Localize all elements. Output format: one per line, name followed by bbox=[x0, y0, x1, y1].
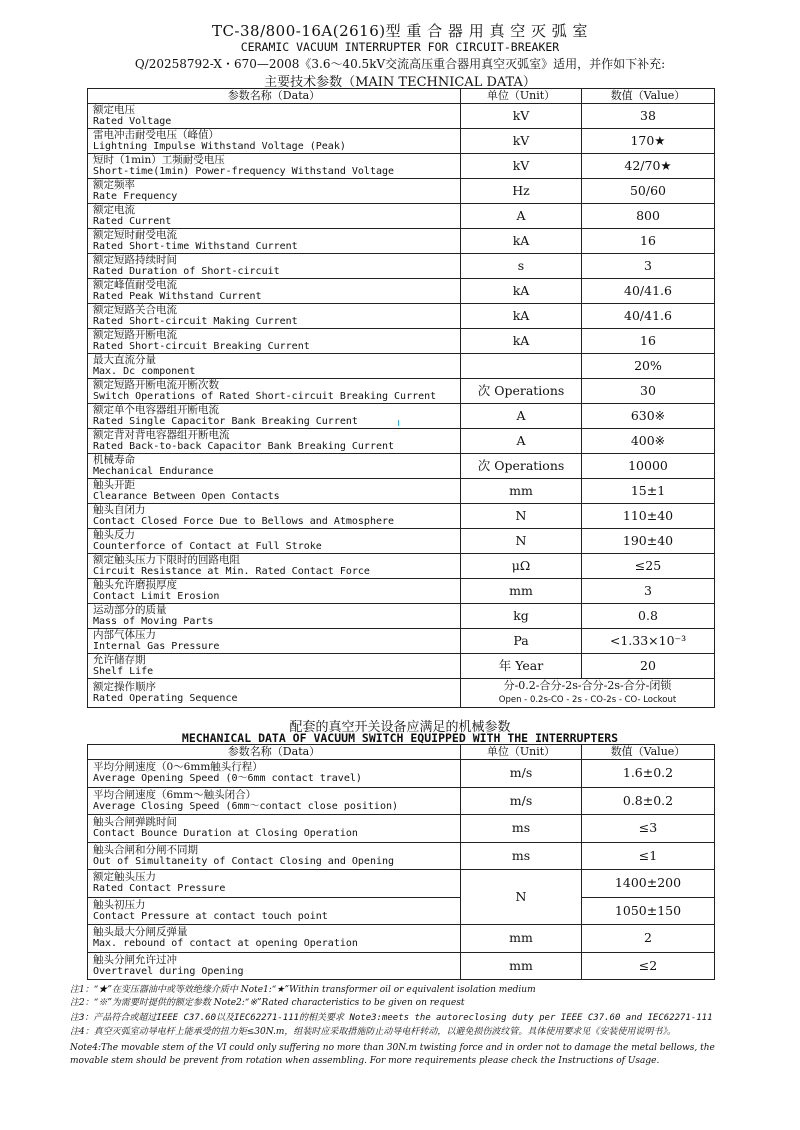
unit-cell: N bbox=[461, 504, 582, 529]
unit-cell: 年 Year bbox=[461, 654, 582, 679]
param-name-cell bbox=[88, 329, 461, 354]
param-name-cell bbox=[88, 229, 461, 254]
table-row bbox=[88, 870, 715, 898]
param-name-cn: 触头分闸允许过冲 bbox=[93, 953, 177, 966]
param-name-en: Rated Current bbox=[93, 216, 172, 227]
param-name-cn: 额定电流 bbox=[93, 204, 135, 216]
param-name-en: Rated Short-time Withstand Current bbox=[93, 241, 298, 252]
value-cell: 50/60 bbox=[582, 179, 715, 204]
param-name-cn: 雷电冲击耐受电压（峰值） bbox=[93, 129, 219, 141]
note-4-en: Note4:The movable stem of the VI could only suffering no more than 30N.m twisting force and in order not to damage the metal bellows, the movable stem should be prevent from rotation when assembling. For more requirements please check the Instructions of Usage. bbox=[70, 1043, 715, 1066]
param-name-en: Rated Short-circuit Breaking Current bbox=[93, 341, 310, 352]
param-name-en: Contact Bounce Duration at Closing Operation bbox=[93, 828, 358, 840]
param-name-cell bbox=[88, 204, 461, 229]
param-name-cn: 额定短路持续时间 bbox=[93, 254, 177, 266]
unit-cell: kV bbox=[461, 154, 582, 179]
table-row bbox=[88, 842, 715, 870]
unit-cell: mm bbox=[461, 479, 582, 504]
value-cell: 190±40 bbox=[582, 529, 715, 554]
unit-cell: kV bbox=[461, 129, 582, 154]
document-subtitle: CERAMIC VACUUM INTERRUPTER FOR CIRCUIT-BREAKER bbox=[240, 40, 560, 54]
value-cell: 630※ bbox=[582, 404, 715, 429]
table-row bbox=[88, 815, 715, 843]
unit-cell: N bbox=[461, 870, 582, 925]
table-row bbox=[88, 629, 715, 654]
param-name-cn: 触头初压力 bbox=[93, 898, 146, 911]
sequence-en: Open - 0.2s-CO - 2s - CO-2s - CO- Lockout bbox=[498, 695, 677, 705]
param-name-cn: 触头反力 bbox=[93, 529, 135, 541]
value-cell: 40/41.6 bbox=[582, 304, 715, 329]
param-name-cn: 最大直流分量 bbox=[93, 354, 156, 366]
value-cell: 110±40 bbox=[582, 504, 715, 529]
note-4-cn: 注4：真空灭弧室动导电杆上能承受的扭力矩≤30N.m，组装时应采取措施防止动导电杆转动，以避免损伤波纹管。具体使用要求见《安装使用说明书》。 bbox=[70, 1027, 676, 1037]
table-row bbox=[88, 760, 715, 788]
param-name-cell bbox=[88, 654, 461, 679]
table-row bbox=[88, 179, 715, 204]
param-name-cn: 平均合闸速度（6mm～触头闭合） bbox=[93, 788, 257, 801]
param-name-en: Rated Back-to-back Capacitor Bank Breaking Current bbox=[93, 441, 395, 452]
param-name-en: Contact Pressure at contact touch point bbox=[93, 910, 328, 922]
header-value: 数值（Value） bbox=[582, 89, 715, 104]
unit-cell: A bbox=[461, 404, 582, 429]
param-name-cell bbox=[88, 254, 461, 279]
table-row bbox=[88, 354, 715, 379]
param-name-cell bbox=[88, 104, 461, 129]
param-name-cell bbox=[88, 304, 461, 329]
param-name-en: Max. Dc component bbox=[93, 366, 196, 377]
value-cell: ≤25 bbox=[582, 554, 715, 579]
value-cell: 3 bbox=[582, 579, 715, 604]
param-name-cell bbox=[88, 870, 461, 898]
mechanical-data-table bbox=[87, 744, 715, 980]
unit-cell: kV bbox=[461, 104, 582, 129]
param-name-cell bbox=[88, 679, 461, 708]
table-row bbox=[88, 304, 715, 329]
param-name-cell bbox=[88, 454, 461, 479]
param-name-en: Contact Closed Force Due to Bellows and Atmosphere bbox=[93, 516, 395, 527]
unit-cell: mm bbox=[461, 579, 582, 604]
table-row bbox=[88, 429, 715, 454]
main-technical-data-table bbox=[87, 88, 715, 708]
table-row bbox=[88, 279, 715, 304]
param-name-cell bbox=[88, 279, 461, 304]
param-name-cell bbox=[88, 354, 461, 379]
unit-cell: kA bbox=[461, 279, 582, 304]
table-header-row bbox=[88, 745, 715, 760]
param-name-cell bbox=[88, 529, 461, 554]
note-1: 注1：“★”在变压器油中或等效绝缘介质中 Note1:“★”Within transformer oil or equivalent isolation medium bbox=[70, 985, 536, 995]
unit-cell: 次 Operations bbox=[461, 454, 582, 479]
param-name-cell bbox=[88, 952, 461, 980]
param-name-en: Short-time(1min) Power-frequency Withstand Voltage bbox=[93, 166, 395, 177]
value-cell: 800 bbox=[582, 204, 715, 229]
param-name-en: Average Closing Speed (6mm～contact close position) bbox=[93, 800, 399, 812]
param-name-en: Rated Short-circuit Making Current bbox=[93, 316, 298, 327]
param-name-cn: 触头开距 bbox=[93, 479, 135, 491]
param-name-cn: 运动部分的质量 bbox=[93, 604, 167, 616]
unit-cell bbox=[461, 354, 582, 379]
param-name-cn: 允许储存期 bbox=[93, 654, 146, 666]
table-row-operating-sequence bbox=[88, 679, 715, 708]
param-name-cn: 额定短路开断电流 bbox=[93, 329, 177, 341]
unit-cell: μΩ bbox=[461, 554, 582, 579]
value-cell: 20 bbox=[582, 654, 715, 679]
value-cell: 16 bbox=[582, 329, 715, 354]
table-row bbox=[88, 479, 715, 504]
value-cell: ≤1 bbox=[582, 842, 715, 870]
value-cell: 0.8 bbox=[582, 604, 715, 629]
header-value: 数值（Value） bbox=[582, 745, 715, 760]
param-name-cn: 额定触头压力下限时的回路电阻 bbox=[93, 554, 240, 566]
param-name-cn: 额定短路开断电流开断次数 bbox=[93, 379, 219, 391]
param-name-en: Lightning Impulse Withstand Voltage (Peak) bbox=[93, 141, 346, 152]
table-row bbox=[88, 579, 715, 604]
table-row bbox=[88, 504, 715, 529]
value-cell: 3 bbox=[582, 254, 715, 279]
unit-cell: mm bbox=[461, 925, 582, 953]
unit-cell: kA bbox=[461, 329, 582, 354]
param-name-en: Shelf Life bbox=[93, 666, 154, 677]
param-name-en: Average Opening Speed (0～6mm contact travel) bbox=[93, 773, 362, 785]
value-cell: 170★ bbox=[582, 129, 715, 154]
table-row bbox=[88, 454, 715, 479]
param-name-en: Contact Limit Erosion bbox=[93, 591, 220, 602]
param-name-en: Mechanical Endurance bbox=[93, 466, 214, 477]
param-name-cn: 触头合闸和分闸不同期 bbox=[93, 843, 198, 856]
sequence-cn: 分-0.2-合分-2s-合分-2s-合分-闭锁 bbox=[503, 679, 672, 692]
table-row bbox=[88, 254, 715, 279]
table-row bbox=[88, 554, 715, 579]
param-name-cell bbox=[88, 379, 461, 404]
cursor-marker bbox=[398, 420, 399, 426]
value-cell: 42/70★ bbox=[582, 154, 715, 179]
param-name-cell bbox=[88, 842, 461, 870]
param-name-cell bbox=[88, 579, 461, 604]
unit-cell: kA bbox=[461, 229, 582, 254]
param-name-cell bbox=[88, 154, 461, 179]
param-name-cn: 额定短路关合电流 bbox=[93, 304, 177, 316]
param-name-cn: 额定触头压力 bbox=[93, 871, 156, 884]
param-name-en: Counterforce of Contact at Full Stroke bbox=[93, 541, 322, 552]
table-row bbox=[88, 787, 715, 815]
unit-cell: A bbox=[461, 204, 582, 229]
table-row bbox=[88, 654, 715, 679]
unit-cell: kg bbox=[461, 604, 582, 629]
unit-cell: m/s bbox=[461, 760, 582, 788]
unit-cell: kA bbox=[461, 304, 582, 329]
table-row bbox=[88, 925, 715, 953]
param-name-en: Rated Contact Pressure bbox=[93, 883, 226, 895]
param-name-en: Out of Simultaneity of Contact Closing and Opening bbox=[93, 855, 395, 867]
param-name-cn: 触头允许磨损厚度 bbox=[93, 579, 177, 591]
main-technical-data-body bbox=[88, 104, 715, 708]
param-name-cell bbox=[88, 604, 461, 629]
table-row bbox=[88, 897, 715, 925]
param-name-cell bbox=[88, 815, 461, 843]
table-row bbox=[88, 154, 715, 179]
operating-sequence-cell bbox=[461, 679, 715, 708]
value-cell: 400※ bbox=[582, 429, 715, 454]
value-cell: 30 bbox=[582, 379, 715, 404]
header-unit: 单位（Unit） bbox=[461, 89, 582, 104]
param-name-cell bbox=[88, 429, 461, 454]
param-name-cell bbox=[88, 479, 461, 504]
mechanical-data-heading-cn: 配套的真空开关设备应满足的机械参数 bbox=[289, 720, 511, 735]
unit-cell: A bbox=[461, 429, 582, 454]
param-name-cn: 额定单个电容器组开断电流 bbox=[93, 404, 219, 416]
param-name-en: Max. rebound of contact at opening Operation bbox=[93, 938, 358, 950]
header-unit: 单位（Unit） bbox=[461, 745, 582, 760]
param-name-cell bbox=[88, 179, 461, 204]
param-name-cell bbox=[88, 787, 461, 815]
param-name-en: Switch Operations of Rated Short-circuit Breaking Current bbox=[93, 391, 437, 402]
param-name-en: Clearance Between Open Contacts bbox=[93, 491, 280, 502]
param-name-en: Rated Peak Withstand Current bbox=[93, 291, 262, 302]
table-row bbox=[88, 952, 715, 980]
param-name-cell bbox=[88, 760, 461, 788]
note-2: 注2：“※”为需要时提供的额定参数 Note2:“※”Rated characteristics to be given on request bbox=[70, 998, 465, 1008]
param-name-cn: 额定频率 bbox=[93, 179, 135, 191]
standard-reference: Q/20258792-X・670—2008《3.6～40.5kV交流高压重合器用真空灭弧室》适用，并作如下补充: bbox=[134, 57, 666, 71]
param-name-cn: 触头最大分闸反弹量 bbox=[93, 926, 188, 939]
value-cell: <1.33×10⁻³ bbox=[582, 629, 715, 654]
unit-cell: mm bbox=[461, 952, 582, 980]
table-row bbox=[88, 379, 715, 404]
value-cell: 2 bbox=[582, 925, 715, 953]
param-name-cn: 触头自闭力 bbox=[93, 504, 146, 516]
param-name-cell bbox=[88, 897, 461, 925]
header-data: 参数名称（Data） bbox=[88, 745, 461, 760]
param-name-cell bbox=[88, 129, 461, 154]
param-name-cn: 内部气体压力 bbox=[93, 629, 156, 641]
value-cell: 1400±200 bbox=[582, 870, 715, 898]
param-name-en: Circuit Resistance at Min. Rated Contact Force bbox=[93, 566, 370, 577]
param-name-en: Overtravel during Opening bbox=[93, 965, 244, 977]
unit-cell: ms bbox=[461, 842, 582, 870]
table-row bbox=[88, 204, 715, 229]
table-row bbox=[88, 529, 715, 554]
value-cell: 1.6±0.2 bbox=[582, 760, 715, 788]
param-name-cn: 额定电压 bbox=[93, 104, 135, 116]
param-name-en: Rate Frequency bbox=[93, 191, 178, 202]
param-name-cn: 额定短时耐受电流 bbox=[93, 229, 177, 241]
param-name-en: Rated Single Capacitor Bank Breaking Current bbox=[93, 416, 358, 427]
note-3: 注3：产品符合或超过IEEE C37.60以及IEC62271-111的相关要求 Note3:meets the autoreclosing duty per IEEE C37.60 and IEC62271-111 bbox=[70, 1013, 713, 1023]
document-title: TC-38/800-16A(2616)型 重 合 器 用 真 空 灭 弧 室 bbox=[211, 22, 589, 40]
value-cell: 1050±150 bbox=[582, 897, 715, 925]
param-name-cell bbox=[88, 554, 461, 579]
param-name-cell bbox=[88, 504, 461, 529]
value-cell: 0.8±0.2 bbox=[582, 787, 715, 815]
value-cell: 15±1 bbox=[582, 479, 715, 504]
unit-cell: m/s bbox=[461, 787, 582, 815]
unit-cell: ms bbox=[461, 815, 582, 843]
param-name-cell bbox=[88, 404, 461, 429]
param-name-en: Rated Duration of Short-circuit bbox=[93, 266, 280, 277]
param-name-cn: 短时（1min）工频耐受电压 bbox=[93, 154, 225, 166]
table-row bbox=[88, 104, 715, 129]
param-name-cn: 额定背对背电容器组开断电流 bbox=[93, 429, 230, 441]
table-row bbox=[88, 129, 715, 154]
table-row bbox=[88, 404, 715, 429]
param-name-cn: 机械寿命 bbox=[93, 454, 135, 466]
param-name-en: Internal Gas Pressure bbox=[93, 641, 220, 652]
value-cell: 16 bbox=[582, 229, 715, 254]
param-name-cn: 额定操作顺序 bbox=[93, 681, 156, 693]
param-name-en: Rated Voltage bbox=[93, 116, 172, 127]
param-name-en: Mass of Moving Parts bbox=[93, 616, 214, 627]
param-name-cn: 额定峰值耐受电流 bbox=[93, 279, 177, 291]
value-cell: 38 bbox=[582, 104, 715, 129]
main-technical-data-heading: 主要技术参数（MAIN TECHNICAL DATA） bbox=[264, 75, 536, 90]
table-row bbox=[88, 604, 715, 629]
param-name-cell bbox=[88, 925, 461, 953]
header-data: 参数名称（Data） bbox=[88, 89, 461, 104]
param-name-en: Rated Operating Sequence bbox=[93, 693, 238, 704]
value-cell: 20% bbox=[582, 354, 715, 379]
param-name-cell bbox=[88, 629, 461, 654]
mechanical-data-body bbox=[88, 760, 715, 980]
value-cell: ≤2 bbox=[582, 952, 715, 980]
table-header-row bbox=[88, 89, 715, 104]
unit-cell: 次 Operations bbox=[461, 379, 582, 404]
table-row bbox=[88, 329, 715, 354]
unit-cell: Pa bbox=[461, 629, 582, 654]
value-cell: 10000 bbox=[582, 454, 715, 479]
mechanical-data-heading-en: MECHANICAL DATA OF VACUUM SWITCH EQUIPPED WITH THE INTERRUPTERS bbox=[181, 731, 619, 745]
unit-cell: s bbox=[461, 254, 582, 279]
param-name-cn: 平均分闸速度（0～6mm触头行程） bbox=[93, 761, 263, 774]
table-row bbox=[88, 229, 715, 254]
unit-cell: N bbox=[461, 529, 582, 554]
param-name-cn: 触头合闸弹跳时间 bbox=[93, 816, 177, 829]
unit-cell: Hz bbox=[461, 179, 582, 204]
value-cell: 40/41.6 bbox=[582, 279, 715, 304]
value-cell: ≤3 bbox=[582, 815, 715, 843]
